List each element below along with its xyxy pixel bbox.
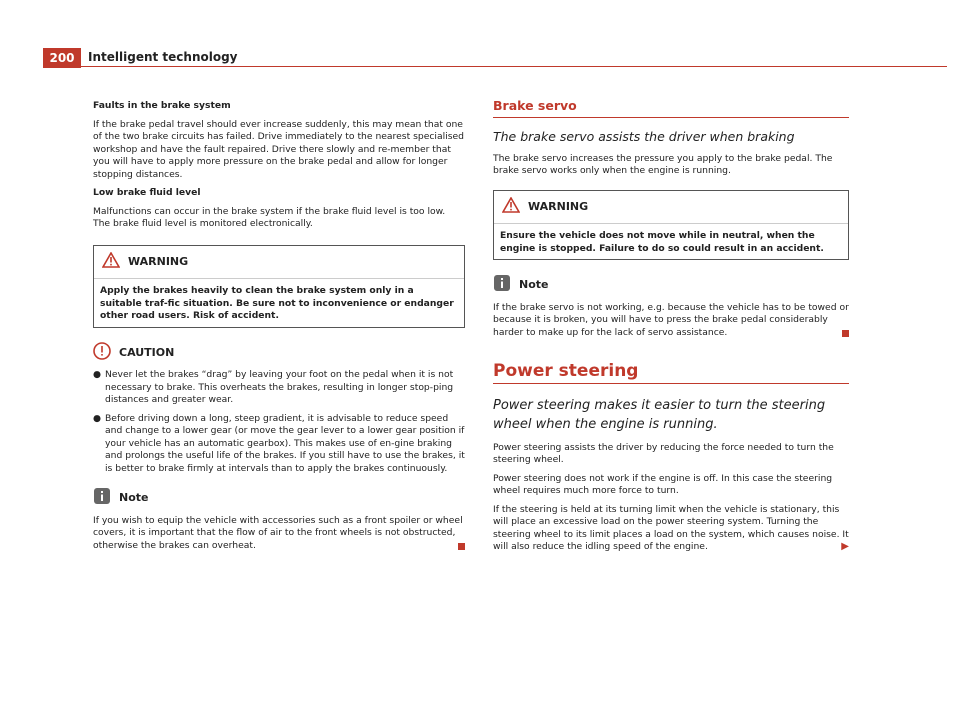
- chapter-title: Intelligent technology: [88, 50, 238, 64]
- note-title: Note: [519, 278, 549, 291]
- note-text: If you wish to equip the vehicle with accessories such as a front spoiler or wheel covers, it is important that the flow of air to the front wheels is not obstructed, otherwise the brakes can overheat.: [93, 514, 463, 551]
- note-body: [493, 302, 849, 340]
- continue-arrow-icon: ▶: [841, 541, 849, 552]
- left-column: [93, 100, 465, 558]
- note-body: [93, 515, 465, 553]
- power-steering-paragraph: Power steering assists the driver by reducing the force needed to turn the steering wheel.: [493, 441, 834, 465]
- caution-bullet: ● Before driving down a long, steep gradient, it is advisable to reduce speed and change to a lower gear (or move the gear lever to a lower gear position if your vehicle has an automatic gearbox). This makes use of en-gine braking and prolongs the useful life of the brakes. If you still have to use the brakes, it is better to brake firmly at intervals than to apply the brakes continuously.: [93, 412, 465, 474]
- note-icon: [93, 487, 111, 510]
- note-text: If the brake servo is not working, e.g. because the vehicle has to be towed or because it is broken, you will have to press the brake pedal considerably harder to make up for the lack of servo assistance.: [493, 301, 849, 338]
- power-steering-subtitle: Power steering makes it easier to turn the steering wheel when the engine is running.: [493, 397, 826, 432]
- warning-body: Apply the brakes heavily to clean the brake system only in a suitable traf-fic situation. Be sure not to inconvenience or endanger other road users. Risk of accident.: [100, 285, 454, 321]
- caution-title: CAUTION: [119, 345, 175, 359]
- power-steering-paragraph: [493, 504, 849, 554]
- fluid-heading: Low brake fluid level: [93, 187, 201, 198]
- end-marker-icon: [458, 543, 465, 550]
- warning-triangle-icon: [102, 252, 120, 273]
- faults-body: If the brake pedal travel should ever increase suddenly, this may mean that one of the two brake circuits has failed. Drive immediately to the nearest specialised workshop and have the fault repaired. Drive there slowly and re-member that you will have to apply more pressure on the brake pedal and allow for longer stopping distances.: [93, 118, 464, 180]
- faults-heading: Faults in the brake system: [93, 100, 231, 111]
- caution-icon: [93, 342, 111, 365]
- note-icon: [493, 274, 511, 297]
- warning-box: [493, 190, 849, 261]
- note-title: Note: [119, 491, 149, 504]
- caution-bullet: ● Never let the brakes “drag” by leaving your foot on the pedal when it is not necessary to brake. This overheats the brakes, resulting in longer stop-ping distances and greater wear.: [93, 369, 465, 407]
- right-column: [493, 100, 849, 560]
- warning-header: [494, 191, 848, 225]
- brake-servo-subtitle: The brake servo assists the driver when braking: [493, 128, 795, 144]
- header-divider: [43, 66, 947, 67]
- warning-title: WARNING: [528, 199, 589, 213]
- note-header: [493, 274, 849, 297]
- warning-header: [94, 246, 464, 280]
- page-number: 200: [43, 48, 81, 68]
- warning-box: [93, 245, 465, 328]
- caution-header: [93, 342, 465, 365]
- fluid-body: Malfunctions can occur in the brake system if the brake fluid level is too low. The brake fluid level is monitored electronically.: [93, 205, 446, 229]
- warning-body: Ensure the vehicle does not move while in neutral, when the engine is stopped. Failure to do so could result in an accident.: [500, 230, 824, 254]
- power-steering-paragraph: Power steering does not work if the engine is off. In this case the steering wheel requires much more force to turn.: [493, 472, 833, 496]
- note-header: [93, 487, 465, 510]
- warning-triangle-icon: [502, 197, 520, 218]
- page-header: [43, 48, 947, 68]
- warning-title: WARNING: [128, 254, 189, 268]
- caution-bullet-text: Before driving down a long, steep gradient, it is advisable to reduce speed and change to a lower gear (or move the gear lever to a lower gear position if your vehicle has an automatic gearbox). This makes use of en-gine braking and prolongs the useful life of the brakes. If you still have to use the brakes, it is better to brake firmly at intervals than to apply the brakes continuously.: [105, 412, 465, 474]
- brake-servo-title: Brake servo: [493, 100, 849, 118]
- caution-bullet-text: Never let the brakes “drag” by leaving your foot on the pedal when it is not necessary to brake. This overheats the brakes, resulting in longer stop-ping distances and greater wear.: [105, 369, 454, 405]
- power-steering-title: Power steering: [493, 365, 849, 384]
- brake-servo-body: The brake servo increases the pressure you apply to the brake pedal. The brake servo works only when the engine is running.: [493, 152, 833, 176]
- power-steering-text: If the steering is held at its turning limit when the vehicle is stationary, this will place an excessive load on the power steering system. Turning the steering wheel to its limit places a load on the system, which causes noise. It will also reduce the idling speed of the engine.: [493, 503, 849, 552]
- end-marker-icon: [842, 330, 849, 337]
